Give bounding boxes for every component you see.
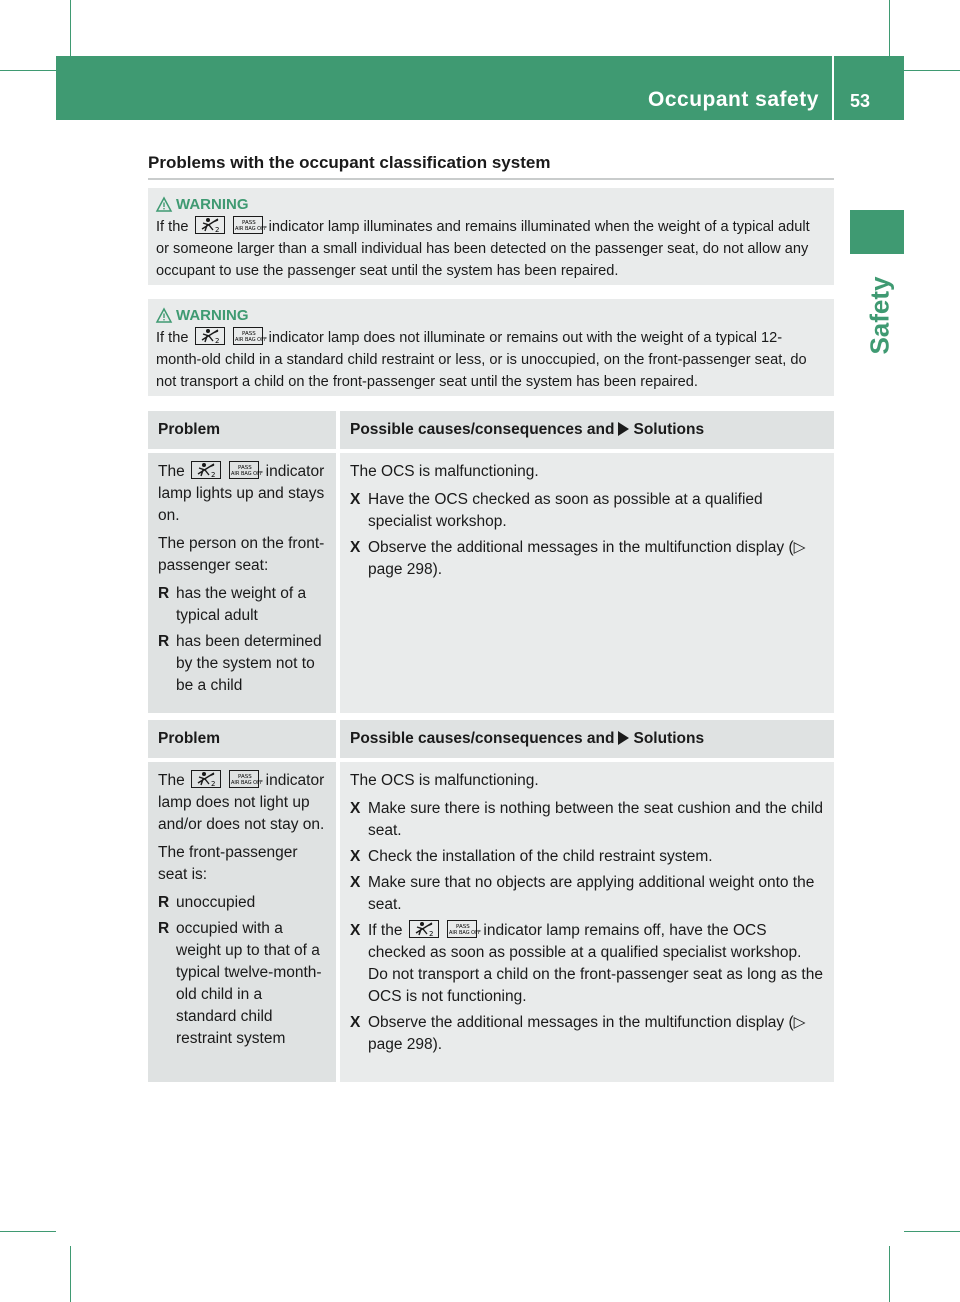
- list-item: [158, 892, 326, 914]
- list-item: [158, 918, 326, 1050]
- pass-airbag-off-icon: [447, 920, 481, 938]
- pass-airbag-off-icon: [229, 461, 264, 479]
- problem-cell: [148, 760, 338, 1082]
- problem-post: indicator lamp does not light up and/or does not stay on.: [158, 772, 325, 833]
- solution-step: [350, 798, 824, 842]
- crop-mark: [70, 1246, 71, 1302]
- occupant-seat-icon: [191, 461, 221, 479]
- warning-title: [156, 305, 826, 327]
- step-text: Make sure that no objects are applying additional weight onto the seat.: [368, 874, 815, 913]
- solutions-header-post: Solutions: [633, 421, 705, 438]
- list-item: [158, 631, 326, 697]
- solution-cell: [338, 760, 834, 1082]
- occupant-seat-icon: [409, 920, 439, 938]
- pass-airbag-off-icon: [229, 770, 264, 788]
- svg-text:2: 2: [211, 471, 216, 479]
- step-marker: X: [350, 800, 361, 817]
- problem-cell: [148, 451, 338, 713]
- crop-mark: [889, 0, 890, 56]
- step-marker: X: [350, 922, 361, 939]
- problem-text: [158, 770, 326, 836]
- step-marker: X: [350, 539, 361, 556]
- solution-step: [350, 1012, 824, 1056]
- side-section-label: Safety: [864, 276, 895, 355]
- svg-text:AIR BAG OFF: AIR BAG OFF: [234, 337, 267, 343]
- step-text: Observe the additional messages in the multifunction display (▷ page 298).: [368, 539, 806, 578]
- solution-step: [350, 920, 824, 1008]
- warning-text-pre: If the: [156, 219, 189, 235]
- warning-title: [156, 194, 826, 216]
- step-text: Make sure there is nothing between the seat cushion and the child seat.: [368, 800, 823, 839]
- problem-paragraph: The person on the front-passenger seat:: [158, 535, 325, 574]
- svg-text:2: 2: [214, 337, 219, 345]
- play-arrow-icon: [618, 422, 629, 436]
- bullet-marker: R: [158, 894, 170, 911]
- solutions-header-post: Solutions: [633, 730, 705, 747]
- step-text-pre: If the: [368, 922, 403, 939]
- solution-step: [350, 872, 824, 916]
- warning-triangle-icon: [156, 308, 172, 324]
- svg-text:PASS: PASS: [456, 924, 470, 930]
- play-arrow-icon: [618, 731, 629, 745]
- solutions-header-pre: Possible causes/consequences and: [350, 421, 615, 438]
- solutions-header-pre: Possible causes/consequences and: [350, 730, 615, 747]
- svg-text:2: 2: [211, 780, 216, 788]
- pass-airbag-off-icon: [233, 327, 267, 345]
- section-rule: [148, 178, 834, 180]
- solution-step: [350, 537, 824, 581]
- occupant-seat-icon: [191, 770, 221, 788]
- solution-cell: [338, 451, 834, 713]
- crop-mark: [904, 70, 960, 71]
- svg-text:AIR BAG OFF: AIR BAG OFF: [231, 780, 264, 786]
- section-title: Problems with the occupant classification system: [148, 153, 551, 172]
- warning-text-post: indicator lamp illuminates and remains illuminated when the weight of a typical adult or someone larger than a small individual has been detected on the passenger seat, do not allow any occupant to use the passenger seat until the system has been repaired.: [156, 219, 810, 279]
- list-item: [158, 583, 326, 627]
- problem-header: Problem: [148, 411, 338, 451]
- pass-airbag-off-icon: [233, 216, 267, 234]
- svg-text:PASS: PASS: [238, 465, 253, 471]
- solution-step: [350, 489, 824, 533]
- svg-text:PASS: PASS: [241, 331, 256, 337]
- crop-mark: [0, 1231, 56, 1232]
- solutions-header: [338, 720, 834, 760]
- svg-text:PASS: PASS: [241, 220, 256, 226]
- warning-text: [156, 327, 826, 393]
- bullet-text: has been determined by the system not to be a child: [176, 633, 322, 694]
- problem-header: Problem: [148, 720, 338, 760]
- svg-text:2: 2: [428, 930, 434, 938]
- table-header-row: [148, 720, 834, 760]
- problem-table: [148, 720, 834, 1082]
- table-row: [148, 760, 834, 1082]
- warning-triangle-icon: [156, 197, 172, 213]
- problem-text: [158, 461, 326, 527]
- problem-pre: The: [158, 463, 185, 480]
- header-divider: [832, 56, 834, 120]
- bullet-marker: R: [158, 920, 170, 937]
- step-text-post: indicator lamp remains off, have the OCS checked as soon as possible at a qualified specialist workshop. Do not transport a child on the front-passenger seat as long as the OCS is not functioning.: [368, 922, 823, 1005]
- svg-text:AIR BAG OFF: AIR BAG OFF: [231, 471, 264, 477]
- step-text: Check the installation of the child restraint system.: [368, 848, 713, 865]
- warning-text: [156, 216, 826, 282]
- step-marker: X: [350, 491, 361, 508]
- warning-box: [148, 299, 834, 396]
- step-text: Have the OCS checked as soon as possible at a qualified specialist workshop.: [368, 491, 763, 530]
- warning-title-text: WARNING: [176, 196, 249, 213]
- crop-mark: [0, 70, 56, 71]
- svg-text:AIR BAG OFF: AIR BAG OFF: [449, 930, 481, 936]
- step-marker: X: [350, 848, 361, 865]
- bullet-marker: R: [158, 633, 170, 650]
- problem-pre: The: [158, 772, 185, 789]
- crop-mark: [70, 0, 71, 56]
- solution-step: [350, 846, 824, 868]
- step-marker: X: [350, 874, 361, 891]
- occupant-seat-icon: [195, 216, 225, 234]
- side-tab: [850, 210, 904, 254]
- svg-text:AIR BAG OFF: AIR BAG OFF: [234, 226, 267, 232]
- solutions-header: [338, 411, 834, 451]
- problem-post: indicator lamp lights up and stays on.: [158, 463, 325, 524]
- table-header-row: [148, 411, 834, 451]
- step-text: Observe the additional messages in the multifunction display (▷ page 298).: [368, 1014, 806, 1053]
- solution-intro: The OCS is malfunctioning.: [350, 772, 539, 789]
- chapter-title: Occupant safety: [648, 88, 819, 111]
- svg-text:2: 2: [214, 226, 219, 234]
- warning-title-text: WARNING: [176, 307, 249, 324]
- occupant-seat-icon: [195, 327, 225, 345]
- solution-intro: The OCS is malfunctioning.: [350, 463, 539, 480]
- bullet-text: unoccupied: [176, 894, 256, 911]
- table-row: [148, 451, 834, 713]
- warning-box: [148, 188, 834, 285]
- crop-mark: [904, 1231, 960, 1232]
- problem-table: [148, 411, 834, 713]
- bullet-text: has the weight of a typical adult: [176, 585, 307, 624]
- step-marker: X: [350, 1014, 361, 1031]
- problem-paragraph: The front-passenger seat is:: [158, 844, 298, 883]
- warning-text-pre: If the: [156, 330, 189, 346]
- page-number: 53: [850, 91, 871, 111]
- warning-text-post: indicator lamp does not illuminate or remains out with the weight of a typical 12-month-old child in a standard child restraint or less, or is unoccupied, on the front-passenger seat, do not transport a child on the front-passenger seat until the system has been repaired.: [156, 330, 807, 390]
- bullet-text: occupied with a weight up to that of a typical twelve-month-old child in a standard child restraint system: [176, 920, 322, 1047]
- svg-text:PASS: PASS: [238, 774, 253, 780]
- crop-mark: [889, 1246, 890, 1302]
- bullet-marker: R: [158, 585, 170, 602]
